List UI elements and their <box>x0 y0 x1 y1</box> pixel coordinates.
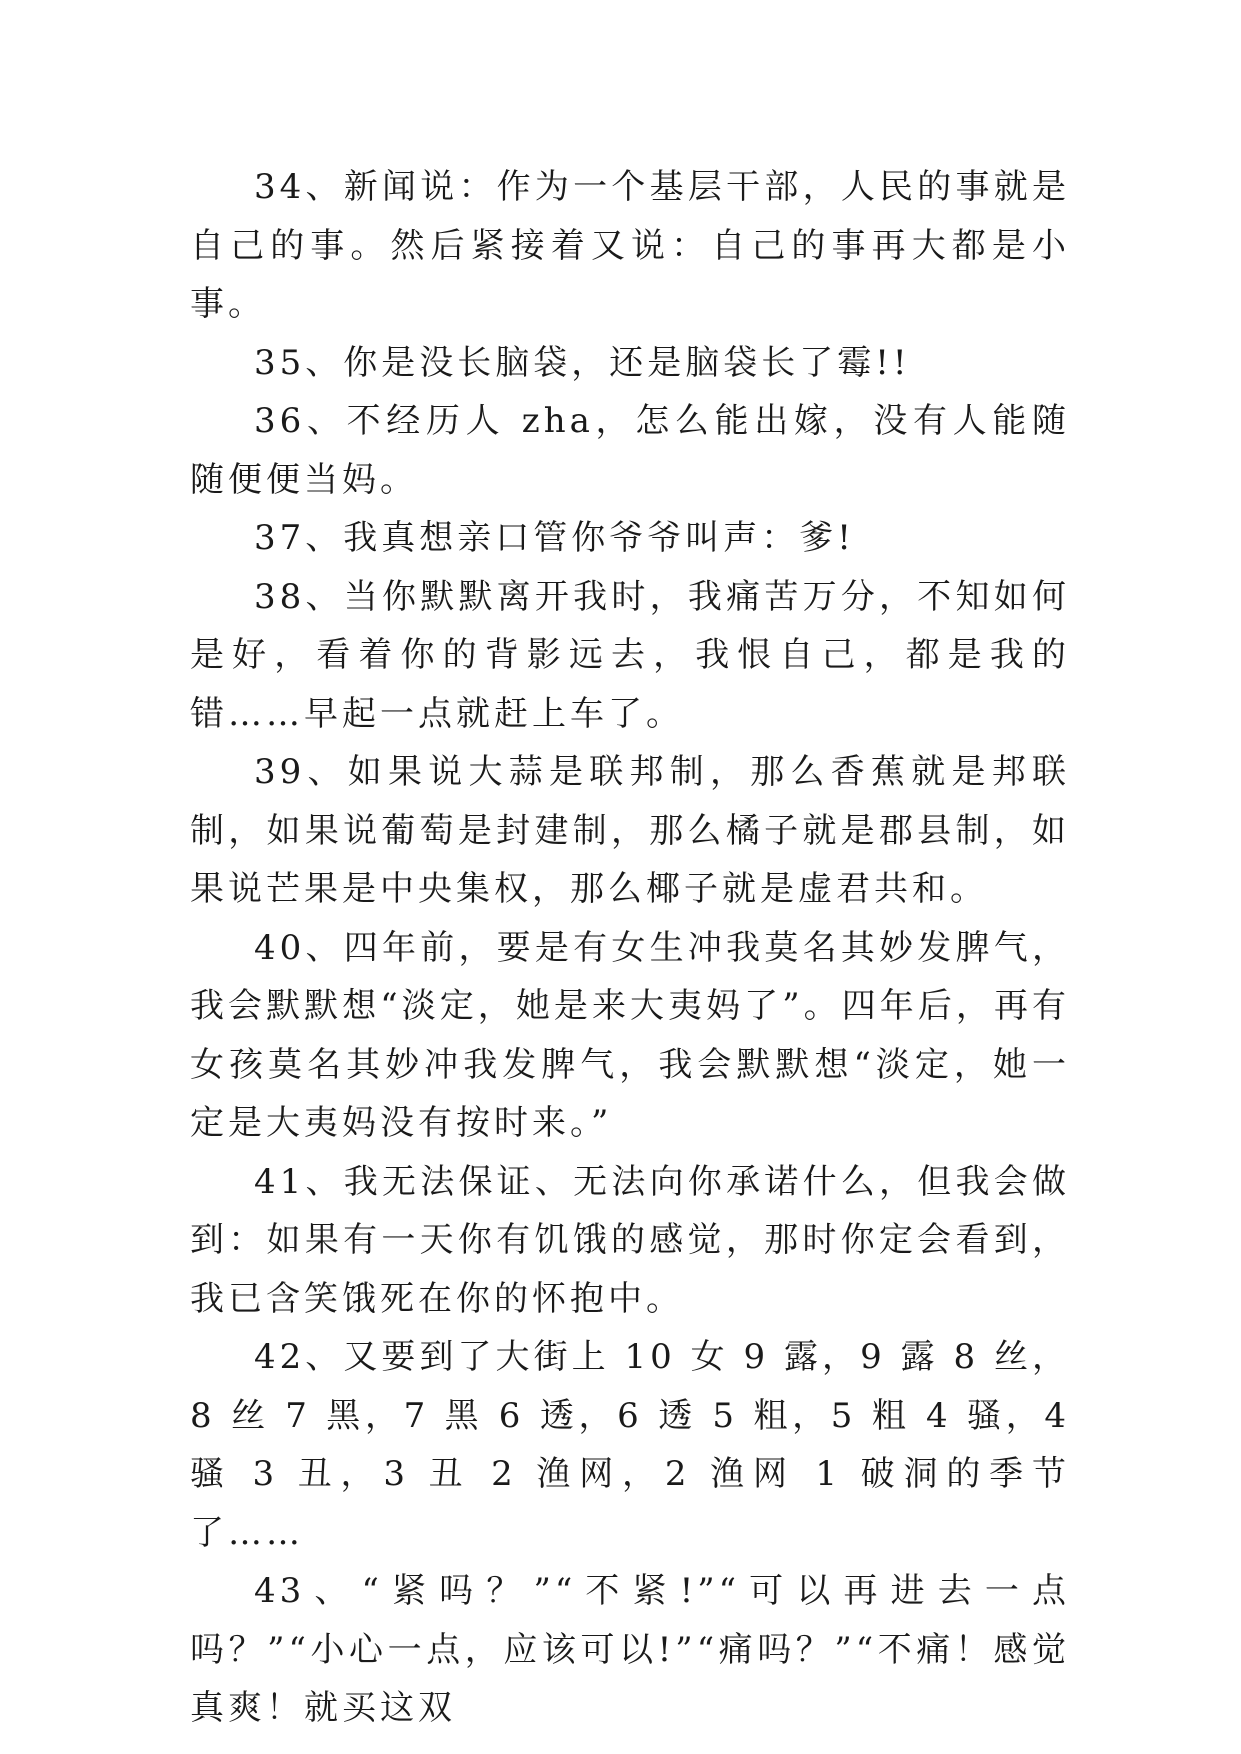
paragraph-38: 38、当你默默离开我时，我痛苦万分，不知如何是好，看着你的背影远去，我恨自己，都是我的错……早起一点就赶上车了。 <box>190 576 1070 734</box>
paragraph-42: 42、又要到了大街上 10 女 9 露，9 露 8 丝，8 丝 7 黑，7 黑 6 透，6 透 5 粗，5 粗 4 骚，4 骚 3 丑，3 丑 2 渔网，2 渔网 1 破洞的季节了…… <box>190 1337 1070 1553</box>
paragraph-41: 41、我无法保证、无法向你承诺什么，但我会做到：如果有一天你有饥饿的感觉，那时你定会看到，我已含笑饿死在你的怀抱中。 <box>190 1161 1070 1319</box>
paragraph-40: 40、四年前，要是有女生冲我莫名其妙发脾气，我会默默想“淡定，她是来大夷妈了”。四年后，再有女孩莫名其妙冲我发脾气，我会默默想“淡定，她一定是大夷妈没有按时来。” <box>190 927 1070 1143</box>
paragraph-35: 35、你是没长脑袋，还是脑袋长了霉!! <box>254 342 911 383</box>
paragraph-39: 39、如果说大蒜是联邦制，那么香蕉就是邦联制，如果说葡萄是封建制，那么橘子就是郡县制，如果说芒果是中央集权，那么椰子就是虚君共和。 <box>190 752 1070 909</box>
paragraph-37: 37、我真想亲口管你爷爷叫声：爹! <box>254 518 855 558</box>
document-body <box>190 158 1070 1738</box>
paragraph-43: 43、“紧吗？”“不紧!”“可以再进去一点吗？”“小心一点，应该可以!”“痛吗？”“不痛！感觉真爽！就买这双 <box>190 1571 1070 1728</box>
paragraph-36: 36、不经历人 zha，怎么能出嫁，没有人能随随便便当妈。 <box>190 401 1070 500</box>
paragraph-34: 34、新闻说：作为一个基层干部，人民的事就是自己的事。然后紧接着又说：自己的事再大都是小事。 <box>190 167 1070 324</box>
